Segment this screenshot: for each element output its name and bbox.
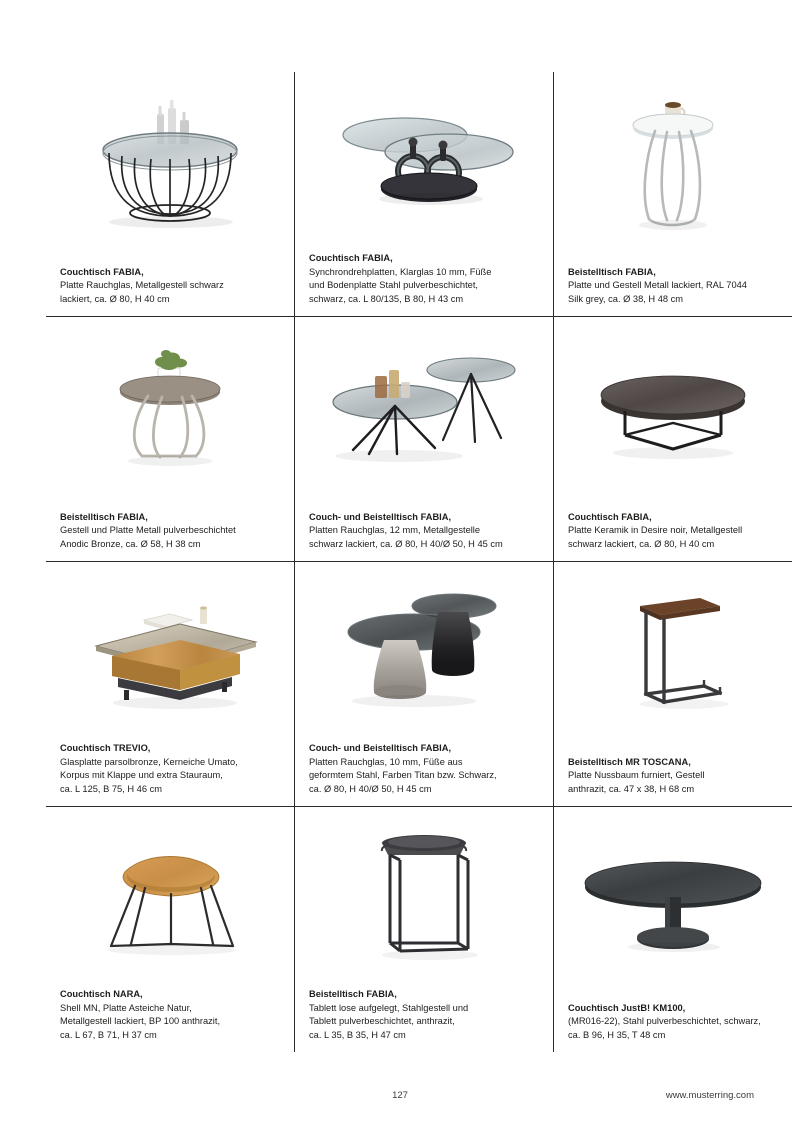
- product-caption: [568, 511, 778, 561]
- product-cell: [294, 562, 553, 807]
- product-caption: [60, 742, 280, 806]
- product-description-line: Shell MN, Platte Asteiche Natur,: [60, 1002, 192, 1013]
- product-image-couchtisch-fabia-synchrondrehplatten: [309, 72, 539, 252]
- product-description-line: ca. L 125, B 75, H 46 cm: [60, 783, 162, 794]
- product-image-couchtisch-fabia-rauchglas-round: [60, 72, 280, 266]
- product-description-line: Platte Keramik in Desire noir, Metallgestell: [568, 525, 743, 536]
- product-cell: [46, 317, 294, 562]
- product-name: Couchtisch FABIA,: [309, 253, 393, 264]
- product-image-beistelltisch-mr-toscana-nussbaum: [568, 562, 778, 756]
- product-cell: [46, 72, 294, 317]
- product-caption: [309, 988, 539, 1052]
- product-description-line: und Bodenplatte Stahl pulverbeschichtet,: [309, 280, 479, 291]
- product-description-line: Platte Nussbaum furniert, Gestell: [568, 770, 705, 781]
- page-footer: [46, 1090, 754, 1106]
- product-cell: [553, 562, 792, 807]
- product-description-line: Platte Rauchglas, Metallgestell schwarz: [60, 280, 224, 291]
- product-image-couch-beistelltisch-fabia-rauchglas-duo: [309, 317, 539, 511]
- product-image-beistelltisch-fabia-tablett: [309, 807, 539, 988]
- product-caption: [568, 756, 778, 806]
- product-description-line: ca. L 35, B 35, H 47 cm: [309, 1029, 406, 1040]
- website-url: www.musterring.com: [665, 1090, 754, 1101]
- product-cell: [46, 562, 294, 807]
- product-cell: [553, 72, 792, 317]
- product-description-line: ca. L 67, B 71, H 37 cm: [60, 1029, 157, 1040]
- product-description-line: (MR016-22), Stahl pulverbeschichtet, schwarz,: [568, 1016, 761, 1027]
- product-description-line: schwarz lackiert, ca. Ø 80, H 40/Ø 50, H 45 cm: [309, 538, 503, 549]
- product-name: Beistelltisch MR TOSCANA,: [568, 756, 691, 767]
- product-description-line: anthrazit, ca. 47 x 38, H 68 cm: [568, 783, 695, 794]
- product-description-line: lackiert, ca. Ø 80, H 40 cm: [60, 293, 170, 304]
- product-name: Couchtisch TREVIO,: [60, 743, 151, 754]
- product-description-line: Gestell und Platte Metall pulverbeschichtet: [60, 525, 236, 536]
- product-image-couch-beistelltisch-fabia-titan-schwarz: [309, 562, 539, 742]
- product-caption: [309, 252, 539, 316]
- product-description-line: Silk grey, ca. Ø 38, H 48 cm: [568, 293, 684, 304]
- product-description-line: schwarz lackiert, ca. Ø 80, H 40 cm: [568, 538, 715, 549]
- product-cell: [553, 317, 792, 562]
- product-name: Couchtisch FABIA,: [60, 266, 144, 277]
- product-name: Couch- und Beistelltisch FABIA,: [309, 511, 452, 522]
- product-description-line: Korpus mit Klappe und extra Stauraum,: [60, 770, 223, 781]
- product-name: Couchtisch NARA,: [60, 989, 143, 1000]
- product-image-beistelltisch-fabia-silk-grey: [568, 72, 778, 266]
- product-name: Beistelltisch FABIA,: [568, 266, 656, 277]
- product-cell: [294, 72, 553, 317]
- product-image-couchtisch-justb-km100-oval: [568, 807, 778, 1002]
- product-description-line: Metallgestell lackiert, BP 100 anthrazit,: [60, 1016, 221, 1027]
- product-caption: [60, 511, 280, 561]
- product-image-couchtisch-nara-asteiche-natur: [60, 807, 280, 988]
- product-description-line: Tablett lose aufgelegt, Stahlgestell und: [309, 1002, 469, 1013]
- product-description-line: schwarz, ca. L 80/135, B 80, H 43 cm: [309, 293, 464, 304]
- product-description-line: ca. B 96, H 35, T 48 cm: [568, 1029, 666, 1040]
- product-caption: [309, 511, 539, 561]
- product-caption: [309, 742, 539, 806]
- product-name: Beistelltisch FABIA,: [309, 989, 397, 1000]
- product-description-line: Glasplatte parsolbronze, Kerneiche Umato,: [60, 756, 238, 767]
- product-description-line: Synchrondrehplatten, Klarglas 10 mm, Füße: [309, 266, 492, 277]
- product-description-line: Platten Rauchglas, 12 mm, Metallgestelle: [309, 525, 481, 536]
- product-caption: [568, 266, 778, 316]
- product-description-line: Platte und Gestell Metall lackiert, RAL 7044: [568, 280, 747, 291]
- product-description-line: Tablett pulverbeschichtet, anthrazit,: [309, 1016, 455, 1027]
- product-description-line: geformtem Stahl, Farben Titan bzw. Schwarz,: [309, 770, 497, 781]
- product-image-couchtisch-trevio-glasplatte: [60, 562, 280, 742]
- product-cell: [46, 807, 294, 1052]
- product-description-line: Platten Rauchglas, 10 mm, Füße aus: [309, 756, 463, 767]
- product-name: Couchtisch JustB! KM100,: [568, 1002, 686, 1013]
- product-caption: [568, 1002, 778, 1052]
- product-cell: [294, 317, 553, 562]
- product-description-line: Anodic Bronze, ca. Ø 58, H 38 cm: [60, 538, 201, 549]
- product-grid: [46, 72, 761, 1052]
- product-caption: [60, 266, 280, 316]
- product-cell: [294, 807, 553, 1052]
- product-image-beistelltisch-fabia-anodic-bronze: [60, 317, 280, 511]
- product-cell: [553, 807, 792, 1052]
- page-number: 127: [392, 1090, 408, 1101]
- product-caption: [60, 988, 280, 1052]
- product-name: Couchtisch FABIA,: [568, 511, 652, 522]
- product-image-couchtisch-fabia-keramik-desire-noir: [568, 317, 778, 511]
- product-name: Couch- und Beistelltisch FABIA,: [309, 743, 452, 754]
- product-name: Beistelltisch FABIA,: [60, 511, 148, 522]
- product-description-line: ca. Ø 80, H 40/Ø 50, H 45 cm: [309, 783, 432, 794]
